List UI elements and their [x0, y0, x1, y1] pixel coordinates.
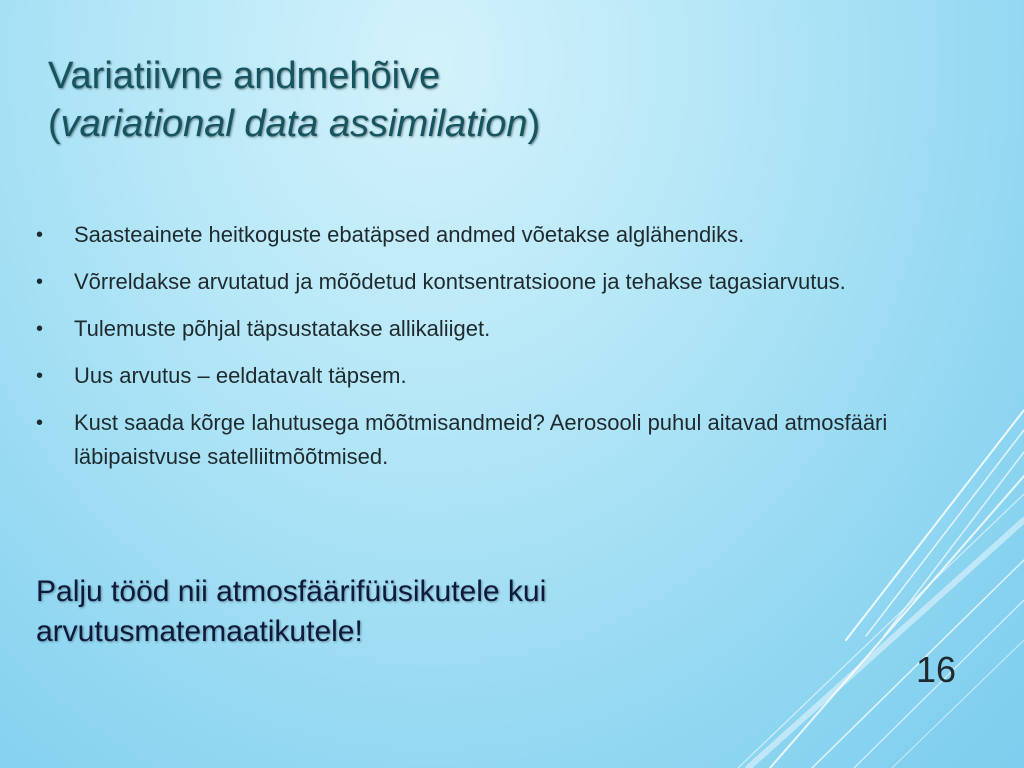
- title-line-1: Variatiivne andmehõive: [48, 55, 441, 97]
- bullet-marker: •: [36, 318, 44, 340]
- bullet-text: Saasteainete heitkoguste ebatäpsed andmed võetakse alglähendiks.: [74, 222, 745, 247]
- slide-number: 16: [915, 649, 957, 690]
- bullet-marker: •: [36, 271, 44, 293]
- bullet-marker: •: [36, 365, 44, 387]
- bullet-text: Kust saada kõrge lahutusega mõõtmisandmeid? Aerosooli puhul aitavad atmosfääri läbipaistvuse satelliitmõõtmised.: [74, 410, 888, 469]
- title-english-term: variational data assimilation: [60, 103, 528, 145]
- bullet-item: [36, 218, 966, 252]
- slide-title: [48, 52, 948, 148]
- bullet-item: [36, 359, 966, 393]
- bullet-text: Tulemuste põhjal täpsustatakse allikaliiget.: [74, 316, 491, 341]
- bullet-marker: •: [36, 412, 44, 434]
- title-paren-close: ): [527, 103, 541, 145]
- title-line-2: [48, 100, 948, 148]
- conclusion-text: Palju tööd nii atmosfäärifüüsikutele kui arvutusmatemaatikutele!: [36, 575, 547, 648]
- bullet-marker: •: [36, 224, 44, 246]
- title-paren-open: (: [48, 103, 61, 145]
- bullet-text: Uus arvutus – eeldatavalt täpsem.: [74, 363, 407, 388]
- bullet-text: Võrreldakse arvutatud ja mõõdetud kontsentratsioone ja tehakse tagasiarvutus.: [74, 269, 846, 294]
- decor-line: [770, 476, 1024, 768]
- bullet-item: [36, 265, 966, 299]
- bullet-item: [36, 312, 966, 346]
- bullet-list: [36, 218, 966, 487]
- bullet-item: [36, 406, 966, 474]
